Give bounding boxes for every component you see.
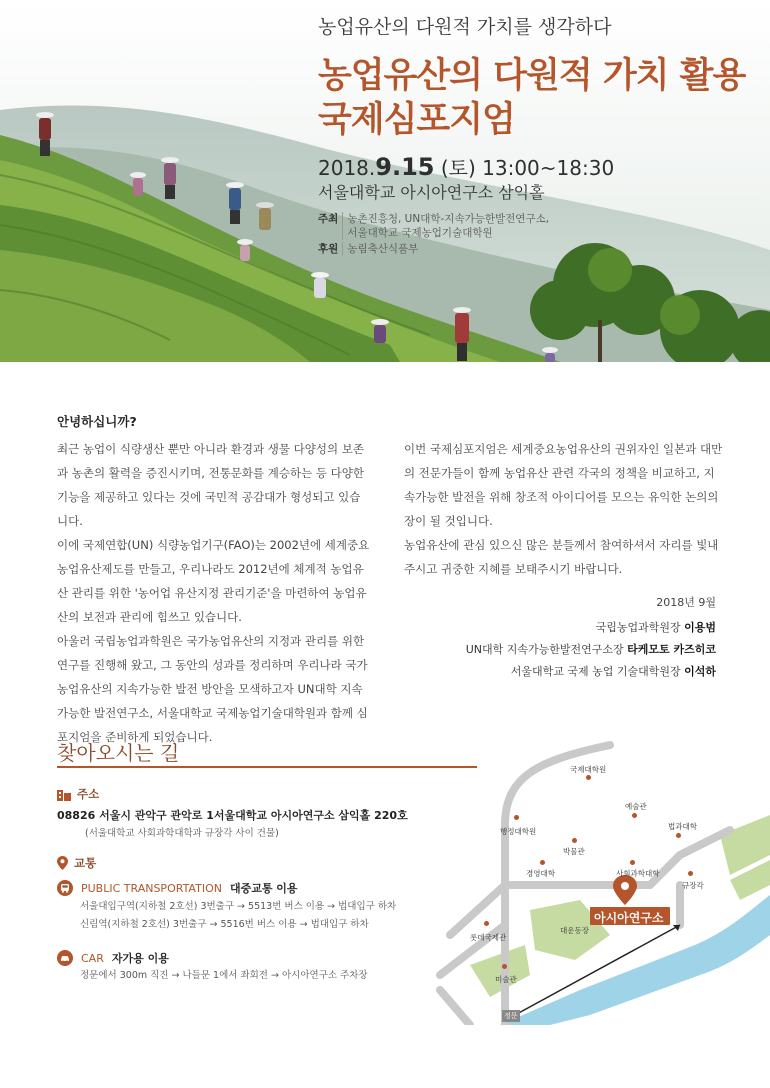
map-label: 대운동장 <box>560 926 589 935</box>
host-text-1: 농촌진흥청, UN대학-지속가능한발전연구소, <box>347 213 550 225</box>
date-weekday: (토) <box>440 156 476 180</box>
date-day: 9.15 <box>375 153 435 181</box>
map-label: 법과대학 <box>668 822 697 831</box>
signature-line <box>404 661 716 683</box>
public-transport-en: PUBLIC TRANSPORTATION <box>81 881 222 895</box>
map-dot <box>630 860 635 865</box>
map-label: 경영대학 <box>526 869 555 878</box>
directions-title: 찾아오시는 길 <box>57 741 180 765</box>
map-dot <box>484 921 489 926</box>
map-label: 미술관 <box>495 975 517 984</box>
greeting: 안녕하십니까? <box>57 414 137 429</box>
letter-paragraph: 이에 국제연합(UN) 식량농업기구(FAO)는 2002년에 세계중요농업유산제도를 만들고, 우리나라도 2012년에 체계적 농업유산 관리를 위한 '농어업 유산지정 관리기준'을 마련하여 농업유산의 보전과 관리에 힘쓰고 있습니다. <box>57 538 370 624</box>
address-heading <box>57 786 99 802</box>
host-text-2: 서울대학교 국제농업기술대학원 <box>347 227 493 239</box>
car-ko: 자가용 이용 <box>111 952 169 965</box>
event-time: 13:00~18:30 <box>482 156 615 180</box>
car-heading <box>57 950 169 966</box>
bus-icon <box>57 880 73 896</box>
host-names <box>342 212 549 240</box>
map-dot <box>502 964 507 969</box>
date-prefix: 2018. <box>318 156 376 180</box>
map-label: 규장각 <box>682 881 704 890</box>
letter-column-left <box>57 437 370 749</box>
map-gate-label: 정문 <box>504 1012 518 1020</box>
map-label: 롯데국제관 <box>470 933 507 942</box>
host-label: 주최 <box>318 213 339 225</box>
sponsor-label: 후원 <box>318 243 339 255</box>
map-dot <box>572 838 577 843</box>
car-en: CAR <box>81 951 104 965</box>
signature-name: 이용범 <box>684 621 716 634</box>
map-dot <box>514 815 519 820</box>
map-label: 사회과학대학 <box>616 869 660 878</box>
letter-paragraph: 아울러 국립농업과학원은 국가농업유산의 지정과 관리를 위한 연구를 진행해 왔고, 그 동안의 성과를 정리하며 우리나라 국가농업유산의 지속가능한 발전 방안을 모색하고자 UN대학 지속가능한 발전연구소, 서울대학교 국제농업기술대학원과 함께 심포지엄을 준비하게 되었습니다. <box>57 634 368 744</box>
letter-paragraph: 최근 농업이 식량생산 뿐만 아니라 환경과 생물 다양성의 보존과 농촌의 활력을 증진시키며, 전통문화를 계승하는 등 다양한 기능을 제공하고 있다는 것에 국민적 공감대가 형성되고 있습니다. <box>57 442 364 528</box>
public-routes <box>80 898 396 934</box>
public-transport-ko: 대중교통 이용 <box>229 882 298 895</box>
divider <box>57 766 477 768</box>
event-venue: 서울대학교 아시아연구소 삼익홀 <box>318 183 545 202</box>
map-pin-icon <box>57 856 68 870</box>
map-dot <box>688 871 693 876</box>
signature-line <box>404 617 716 639</box>
address-note: (서울대학교 사회과학대학과 규장각 사이 건물) <box>85 828 279 839</box>
map-label: 국제대학원 <box>570 765 607 774</box>
letter-paragraph: 이번 국제심포지엄은 세계중요농업유산의 권위자인 일본과 대만의 전문가들이 함께 농업유산 관련 각국의 정책을 비교하고, 지속가능한 발전을 위해 창조적 아이디어를 모으는 유익한 논의의 장이 될 것입니다. <box>404 442 723 528</box>
letter-column-right <box>404 437 724 581</box>
signatures <box>404 617 716 683</box>
building-icon <box>57 788 71 801</box>
event-title-line2: 국제심포지엄 <box>318 100 515 140</box>
hero-banner <box>0 0 770 362</box>
signature-title: UN대학 지속가능한발전연구소장 <box>465 643 624 656</box>
signature-line <box>404 639 716 661</box>
transport-heading <box>57 855 96 871</box>
route-line: 서울대입구역(지하철 2호선) 3번출구 → 5513번 버스 이용 → 법대입구 하차 <box>80 901 397 912</box>
signature-title: 서울대학교 국제 농업 기술대학원장 <box>510 665 681 678</box>
letter-date: 2018년 9월 <box>656 596 716 609</box>
map-dot <box>586 775 591 780</box>
campus-map <box>430 735 770 1025</box>
event-title-line1: 농업유산의 다원적 가치 활용 <box>318 56 746 96</box>
address-label: 주소 <box>77 787 100 801</box>
map-dot <box>632 813 637 818</box>
signature-name: 타케모토 카즈히코 <box>627 643 716 656</box>
map-label: 행정대학원 <box>500 827 537 836</box>
sponsor-name: 농림축산식품부 <box>342 242 418 256</box>
map-label: 예술관 <box>625 802 647 811</box>
map-graphic <box>430 735 770 1025</box>
letter-paragraph: 농업유산에 관심 있으신 많은 분들께서 참여하셔서 자리를 빛내주시고 귀중한 지혜를 보태주시기 바랍니다. <box>404 538 719 576</box>
organizers <box>318 212 549 256</box>
map-label: 박물관 <box>563 847 585 856</box>
map-target-label: 아시아연구소 <box>594 911 664 925</box>
event-tagline: 농업유산의 다원적 가치를 생각하다 <box>318 16 612 38</box>
car-route: 정문에서 300m 직진 → 나들문 1에서 좌회전 → 아시아연구소 주차장 <box>80 970 368 981</box>
transport-label: 교통 <box>74 856 97 870</box>
map-dot <box>676 833 681 838</box>
signature-name: 이석하 <box>684 665 716 678</box>
signature-title: 국립농업과학원장 <box>595 621 681 634</box>
address-text: 08826 서울시 관악구 관악로 1서울대학교 아시아연구소 삼익홀 220호 <box>57 809 408 822</box>
event-datetime <box>318 152 614 181</box>
car-icon <box>57 950 73 966</box>
map-dot <box>540 860 545 865</box>
route-line: 신림역(지하철 2호선) 3번출구 → 5516번 버스 이용 → 법대입구 하차 <box>80 919 369 930</box>
public-transport-heading <box>57 880 298 896</box>
